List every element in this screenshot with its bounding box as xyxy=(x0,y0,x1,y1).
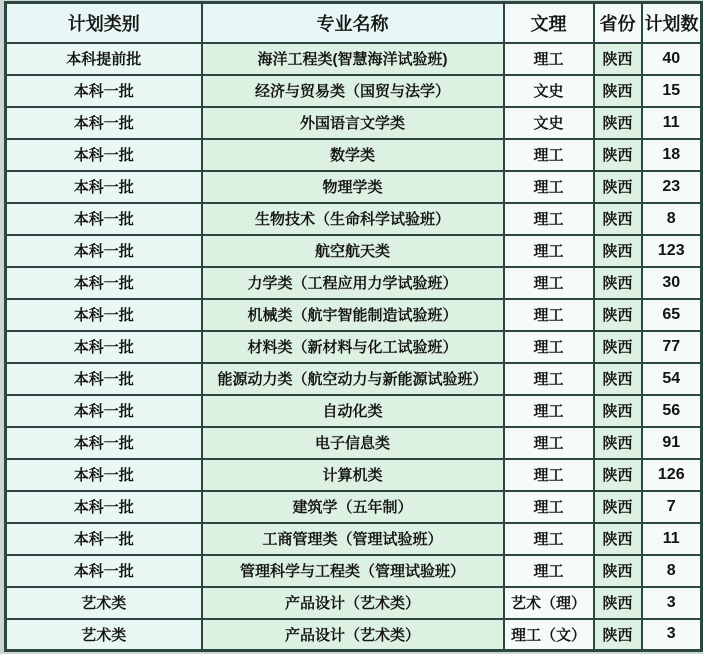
cell-plan-category: 本科提前批 xyxy=(6,43,202,75)
cell-plan-count: 40 xyxy=(642,43,702,75)
table-row xyxy=(6,523,702,555)
cell-plan-category: 本科一批 xyxy=(6,427,202,459)
cell-plan-category: 本科一批 xyxy=(6,395,202,427)
cell-subject-track: 理工 xyxy=(504,203,594,235)
cell-province: 陕西 xyxy=(594,203,642,235)
cell-province: 陕西 xyxy=(594,395,642,427)
table-row xyxy=(6,299,702,331)
table-row xyxy=(6,555,702,587)
cell-plan-count: 54 xyxy=(642,363,702,395)
cell-major-name: 产品设计（艺术类） xyxy=(202,619,504,651)
table-row xyxy=(6,491,702,523)
cell-subject-track: 文史 xyxy=(504,75,594,107)
cell-plan-count: 65 xyxy=(642,299,702,331)
cell-plan-category: 本科一批 xyxy=(6,491,202,523)
table-row xyxy=(6,203,702,235)
cell-major-name: 计算机类 xyxy=(202,459,504,491)
cell-plan-count: 126 xyxy=(642,459,702,491)
table-row xyxy=(6,139,702,171)
cell-plan-count: 30 xyxy=(642,267,702,299)
cell-plan-category: 本科一批 xyxy=(6,139,202,171)
cell-plan-count: 18 xyxy=(642,139,702,171)
cell-province: 陕西 xyxy=(594,299,642,331)
cell-major-name: 产品设计（艺术类） xyxy=(202,587,504,619)
cell-province: 陕西 xyxy=(594,331,642,363)
column-header-province: 省份 xyxy=(594,3,642,43)
cell-plan-count: 77 xyxy=(642,331,702,363)
cell-province: 陕西 xyxy=(594,587,642,619)
cell-subject-track: 理工 xyxy=(504,235,594,267)
table-row xyxy=(6,43,702,75)
table-row xyxy=(6,75,702,107)
cell-plan-category: 本科一批 xyxy=(6,203,202,235)
cell-plan-category: 本科一批 xyxy=(6,363,202,395)
cell-plan-category: 本科一批 xyxy=(6,171,202,203)
cell-plan-category: 本科一批 xyxy=(6,555,202,587)
table-row xyxy=(6,459,702,491)
cell-plan-count: 11 xyxy=(642,523,702,555)
cell-plan-count: 3 xyxy=(642,619,702,651)
cell-major-name: 生物技术（生命科学试验班） xyxy=(202,203,504,235)
cell-plan-category: 本科一批 xyxy=(6,331,202,363)
cell-province: 陕西 xyxy=(594,555,642,587)
cell-major-name: 能源动力类（航空动力与新能源试验班） xyxy=(202,363,504,395)
column-header-subject-track: 文理 xyxy=(504,3,594,43)
table-body xyxy=(6,43,702,651)
cell-province: 陕西 xyxy=(594,619,642,651)
cell-province: 陕西 xyxy=(594,523,642,555)
cell-subject-track: 理工 xyxy=(504,171,594,203)
cell-major-name: 力学类（工程应用力学试验班） xyxy=(202,267,504,299)
cell-plan-count: 8 xyxy=(642,555,702,587)
cell-province: 陕西 xyxy=(594,43,642,75)
cell-major-name: 机械类（航宇智能制造试验班） xyxy=(202,299,504,331)
cell-plan-count: 91 xyxy=(642,427,702,459)
cell-province: 陕西 xyxy=(594,427,642,459)
cell-subject-track: 理工 xyxy=(504,523,594,555)
cell-plan-category: 本科一批 xyxy=(6,459,202,491)
cell-province: 陕西 xyxy=(594,107,642,139)
cell-major-name: 建筑学（五年制） xyxy=(202,491,504,523)
cell-province: 陕西 xyxy=(594,459,642,491)
cell-plan-count: 15 xyxy=(642,75,702,107)
cell-subject-track: 理工 xyxy=(504,459,594,491)
cell-province: 陕西 xyxy=(594,171,642,203)
cell-major-name: 管理科学与工程类（管理试验班） xyxy=(202,555,504,587)
cell-subject-track: 理工 xyxy=(504,363,594,395)
cell-major-name: 工商管理类（管理试验班） xyxy=(202,523,504,555)
cell-plan-category: 艺术类 xyxy=(6,587,202,619)
cell-province: 陕西 xyxy=(594,491,642,523)
cell-subject-track: 理工 xyxy=(504,331,594,363)
cell-plan-category: 本科一批 xyxy=(6,107,202,139)
cell-plan-category: 艺术类 xyxy=(6,619,202,651)
table-row xyxy=(6,587,702,619)
cell-major-name: 外国语言文学类 xyxy=(202,107,504,139)
cell-plan-category: 本科一批 xyxy=(6,299,202,331)
cell-major-name: 材料类（新材料与化工试验班） xyxy=(202,331,504,363)
cell-subject-track: 理工 xyxy=(504,267,594,299)
column-header-major-name: 专业名称 xyxy=(202,3,504,43)
table-row xyxy=(6,363,702,395)
cell-plan-count: 3 xyxy=(642,587,702,619)
column-header-plan-category: 计划类别 xyxy=(6,3,202,43)
cell-province: 陕西 xyxy=(594,139,642,171)
cell-province: 陕西 xyxy=(594,363,642,395)
cell-subject-track: 理工 xyxy=(504,395,594,427)
cell-subject-track: 艺术（理） xyxy=(504,587,594,619)
cell-major-name: 自动化类 xyxy=(202,395,504,427)
column-header-plan-count: 计划数 xyxy=(642,3,702,43)
table-row xyxy=(6,619,702,651)
cell-province: 陕西 xyxy=(594,235,642,267)
cell-subject-track: 理工 xyxy=(504,43,594,75)
table-row xyxy=(6,235,702,267)
admission-plan-table xyxy=(4,1,703,652)
table-row xyxy=(6,107,702,139)
cell-plan-category: 本科一批 xyxy=(6,267,202,299)
cell-plan-category: 本科一批 xyxy=(6,235,202,267)
cell-major-name: 数学类 xyxy=(202,139,504,171)
cell-major-name: 航空航天类 xyxy=(202,235,504,267)
cell-subject-track: 理工 xyxy=(504,427,594,459)
table-row xyxy=(6,427,702,459)
cell-plan-count: 123 xyxy=(642,235,702,267)
cell-major-name: 物理学类 xyxy=(202,171,504,203)
table-row xyxy=(6,395,702,427)
cell-plan-count: 11 xyxy=(642,107,702,139)
cell-plan-category: 本科一批 xyxy=(6,75,202,107)
cell-plan-count: 8 xyxy=(642,203,702,235)
table-row xyxy=(6,267,702,299)
cell-subject-track: 理工 xyxy=(504,139,594,171)
cell-subject-track: 理工 xyxy=(504,555,594,587)
cell-subject-track: 理工 xyxy=(504,491,594,523)
table-row xyxy=(6,331,702,363)
cell-province: 陕西 xyxy=(594,267,642,299)
cell-subject-track: 理工 xyxy=(504,299,594,331)
cell-plan-count: 7 xyxy=(642,491,702,523)
cell-plan-category: 本科一批 xyxy=(6,523,202,555)
table-header-row xyxy=(6,3,702,43)
cell-major-name: 海洋工程类(智慧海洋试验班) xyxy=(202,43,504,75)
cell-major-name: 经济与贸易类（国贸与法学） xyxy=(202,75,504,107)
cell-plan-count: 56 xyxy=(642,395,702,427)
cell-major-name: 电子信息类 xyxy=(202,427,504,459)
table-row xyxy=(6,171,702,203)
cell-province: 陕西 xyxy=(594,75,642,107)
cell-subject-track: 文史 xyxy=(504,107,594,139)
cell-subject-track: 理工（文） xyxy=(504,619,594,651)
cell-plan-count: 23 xyxy=(642,171,702,203)
